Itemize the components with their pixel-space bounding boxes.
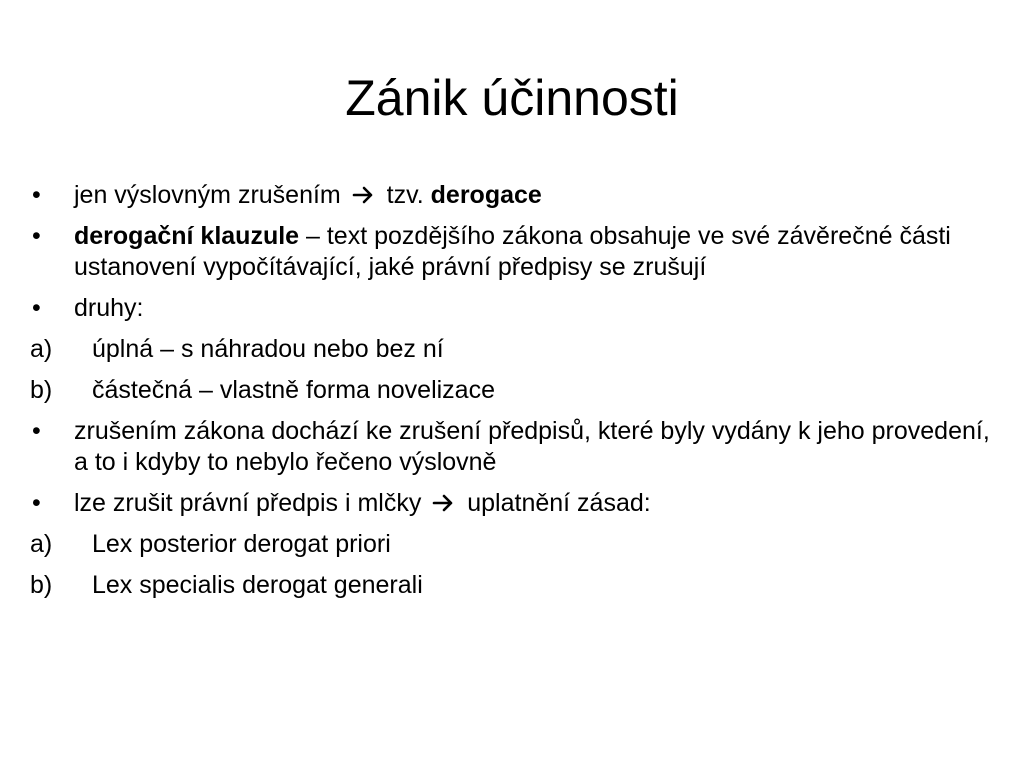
bullet-marker: • xyxy=(32,181,41,209)
list-item xyxy=(30,570,1000,601)
item-text: částečná – vlastně forma novelizace xyxy=(92,376,495,404)
item-bold-term: derogace xyxy=(430,181,542,209)
letter-marker: b) xyxy=(30,376,53,404)
list-item xyxy=(30,334,1000,365)
list-item xyxy=(30,293,1000,324)
list-item xyxy=(30,180,1000,211)
slide-content xyxy=(30,180,1000,611)
item-text: – text pozdějšího zákona obsahuje ve své závěrečné části ustanovení vypočítávající, jaké právní předpisy se zrušují xyxy=(74,222,951,281)
item-text: zrušením zákona dochází ke zrušení předpisů, které byly vydány k jeho provedení, a to i kdyby to nebylo řečeno výslovně xyxy=(74,417,990,476)
item-text: Lex posterior derogat priori xyxy=(92,530,391,558)
arrow-right-icon xyxy=(432,493,456,513)
list-item xyxy=(30,221,1000,283)
letter-marker: b) xyxy=(30,571,53,599)
list-item xyxy=(30,416,1000,478)
item-bold-term: derogační klauzule xyxy=(74,222,300,250)
item-text: lze zrušit právní předpis i mlčky xyxy=(74,489,422,517)
item-text: uplatnění zásad: xyxy=(467,489,651,517)
list-item xyxy=(30,529,1000,560)
bullet-marker: • xyxy=(32,294,41,322)
item-text: tzv. xyxy=(386,181,424,209)
bullet-marker: • xyxy=(32,222,41,250)
bullet-marker: • xyxy=(32,489,41,517)
list-item xyxy=(30,488,1000,519)
bullet-marker: • xyxy=(32,417,41,445)
list-item xyxy=(30,375,1000,406)
slide-title: Zánik účinnosti xyxy=(345,70,679,126)
item-text: jen výslovným zrušením xyxy=(74,181,341,209)
item-text: druhy: xyxy=(74,294,144,322)
letter-marker: a) xyxy=(30,335,53,363)
item-text: Lex specialis derogat generali xyxy=(92,571,423,599)
arrow-right-icon xyxy=(352,185,376,205)
letter-marker: a) xyxy=(30,530,53,558)
item-text: úplná – s náhradou nebo bez ní xyxy=(92,335,444,363)
